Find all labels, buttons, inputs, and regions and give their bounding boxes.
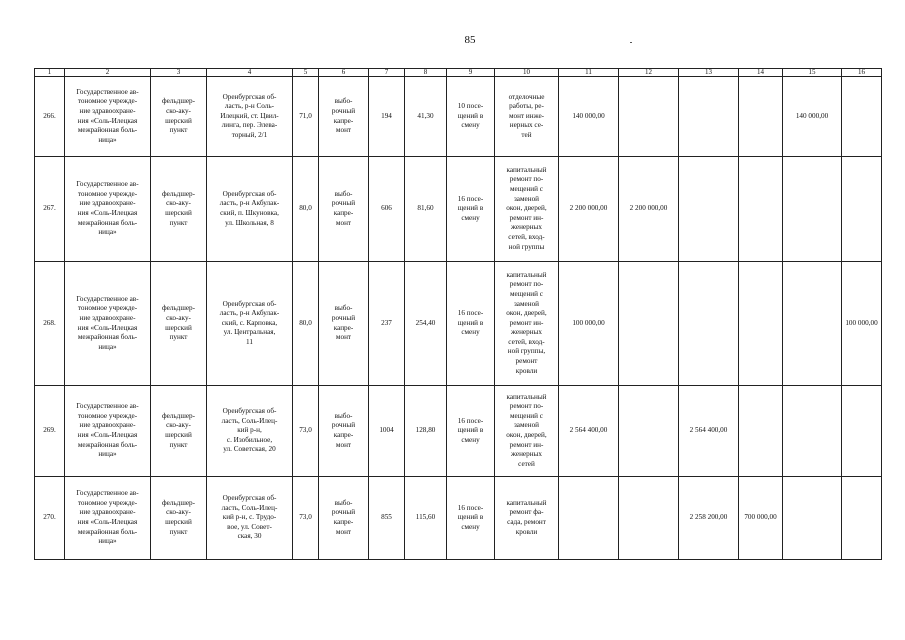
column-header: 13 bbox=[679, 69, 739, 77]
column-header: 11 bbox=[559, 69, 619, 77]
row-number: 267. bbox=[35, 157, 65, 262]
address-cell: Оренбургская об- ласть, Соль-Илец- кий р-н, с. Трудо- вое, ул. Совет- ская, 30 bbox=[207, 477, 293, 560]
amount-col-16 bbox=[842, 386, 882, 477]
amount-col-15 bbox=[783, 262, 842, 386]
amount-col-16 bbox=[842, 477, 882, 560]
amount-col-14 bbox=[739, 157, 783, 262]
amount-col-13: 2 564 400,00 bbox=[679, 386, 739, 477]
works-cell: капитальный ремонт по- мещений с заменой окон, дверей, ремонт ин- женерных сетей, вход- ной группы bbox=[495, 157, 559, 262]
amount-col-13 bbox=[679, 157, 739, 262]
facility-type-cell: фельдшер- ско-аку- шерский пункт bbox=[151, 77, 207, 157]
page-mark bbox=[630, 42, 632, 43]
amount-col-15 bbox=[783, 157, 842, 262]
amount-col-16: 100 000,00 bbox=[842, 262, 882, 386]
column-header: 14 bbox=[739, 69, 783, 77]
facility-type-cell: фельдшер- ско-аку- шерский пункт bbox=[151, 386, 207, 477]
area-cell: 80,0 bbox=[293, 157, 319, 262]
table-row bbox=[35, 262, 882, 386]
column-header: 9 bbox=[447, 69, 495, 77]
works-cell: капитальный ремонт по- мещений с заменой окон, дверей, ремонт ин- женерных сетей bbox=[495, 386, 559, 477]
works-cell: отделочные работы, ре- монт инже- нерных се- тей bbox=[495, 77, 559, 157]
works-cell: капитальный ремонт по- мещений с заменой окон, дверей, ремонт ин- женерных сетей, вход- ной группы, ремонт кровли bbox=[495, 262, 559, 386]
address-cell: Оренбургская об- ласть, р-н Акбулак- ский, с. Карповка, ул. Центральная, 11 bbox=[207, 262, 293, 386]
column-number-row bbox=[35, 69, 882, 77]
amount-col-14 bbox=[739, 386, 783, 477]
organization-cell: Государственное ав- тономное учрежде- ние здравоохране- ния «Соль-Илецкая межрайонная боль- ница» bbox=[65, 477, 151, 560]
amount-col-13: 2 258 200,00 bbox=[679, 477, 739, 560]
organization-cell: Государственное ав- тономное учрежде- ние здравоохране- ния «Соль-Илецкая межрайонная боль- ница» bbox=[65, 262, 151, 386]
column-header: 6 bbox=[319, 69, 369, 77]
column-7-cell: 606 bbox=[369, 157, 405, 262]
repair-type-cell: выбо- рочный капре- монт bbox=[319, 157, 369, 262]
capacity-cell: 16 посе- щений в смену bbox=[447, 386, 495, 477]
amount-col-11: 2 564 400,00 bbox=[559, 386, 619, 477]
amount-col-11: 2 200 000,00 bbox=[559, 157, 619, 262]
amount-col-15 bbox=[783, 386, 842, 477]
column-header: 5 bbox=[293, 69, 319, 77]
column-7-cell: 194 bbox=[369, 77, 405, 157]
area-cell: 80,0 bbox=[293, 262, 319, 386]
organization-cell: Государственное ав- тономное учрежде- ние здравоохране- ния «Соль-Илецкая межрайонная боль- ница» bbox=[65, 157, 151, 262]
column-7-cell: 237 bbox=[369, 262, 405, 386]
works-cell: капитальный ремонт фа- сада, ремонт кровли bbox=[495, 477, 559, 560]
amount-col-15: 140 000,00 bbox=[783, 77, 842, 157]
amount-col-14 bbox=[739, 262, 783, 386]
address-cell: Оренбургская об- ласть, р-н Акбулак- ский, п. Шкуновка, ул. Школьная, 8 bbox=[207, 157, 293, 262]
column-8-cell: 128,80 bbox=[405, 386, 447, 477]
table-row bbox=[35, 77, 882, 157]
row-number: 266. bbox=[35, 77, 65, 157]
column-header: 4 bbox=[207, 69, 293, 77]
facility-type-cell: фельдшер- ско-аку- шерский пункт bbox=[151, 262, 207, 386]
area-cell: 73,0 bbox=[293, 477, 319, 560]
column-header: 10 bbox=[495, 69, 559, 77]
amount-col-15 bbox=[783, 477, 842, 560]
amount-col-16 bbox=[842, 77, 882, 157]
facility-type-cell: фельдшер- ско-аку- шерский пункт bbox=[151, 157, 207, 262]
column-header: 15 bbox=[783, 69, 842, 77]
capacity-cell: 16 посе- щений в смену bbox=[447, 157, 495, 262]
facilities-table bbox=[34, 68, 882, 560]
amount-col-14 bbox=[739, 77, 783, 157]
amount-col-16 bbox=[842, 157, 882, 262]
amount-col-11: 140 000,00 bbox=[559, 77, 619, 157]
amount-col-13 bbox=[679, 262, 739, 386]
column-7-cell: 1004 bbox=[369, 386, 405, 477]
organization-cell: Государственное ав- тономное учрежде- ние здравоохране- ния «Соль-Илецкая межрайонная боль- ница» bbox=[65, 77, 151, 157]
column-header: 7 bbox=[369, 69, 405, 77]
capacity-cell: 16 посе- щений в смену bbox=[447, 262, 495, 386]
area-cell: 71,0 bbox=[293, 77, 319, 157]
capacity-cell: 16 посе- щений в смену bbox=[447, 477, 495, 560]
column-8-cell: 41,30 bbox=[405, 77, 447, 157]
column-8-cell: 115,60 bbox=[405, 477, 447, 560]
page-number: 85 bbox=[464, 34, 476, 46]
address-cell: Оренбургская об- ласть, р-н Соль- Илецкий, ст. Цвил- линга, пер. Элева- торный, 2/1 bbox=[207, 77, 293, 157]
repair-type-cell: выбо- рочный капре- монт bbox=[319, 386, 369, 477]
column-header: 16 bbox=[842, 69, 882, 77]
column-header: 3 bbox=[151, 69, 207, 77]
column-8-cell: 254,40 bbox=[405, 262, 447, 386]
column-header: 2 bbox=[65, 69, 151, 77]
amount-col-12 bbox=[619, 477, 679, 560]
repair-type-cell: выбо- рочный капре- монт bbox=[319, 262, 369, 386]
table-row bbox=[35, 157, 882, 262]
amount-col-12: 2 200 000,00 bbox=[619, 157, 679, 262]
row-number: 270. bbox=[35, 477, 65, 560]
column-7-cell: 855 bbox=[369, 477, 405, 560]
organization-cell: Государственное ав- тономное учрежде- ние здравоохране- ния «Соль-Илецкая межрайонная боль- ница» bbox=[65, 386, 151, 477]
table-row bbox=[35, 386, 882, 477]
capacity-cell: 10 посе- щений в смену bbox=[447, 77, 495, 157]
amount-col-14: 700 000,00 bbox=[739, 477, 783, 560]
area-cell: 73,0 bbox=[293, 386, 319, 477]
amount-col-12 bbox=[619, 262, 679, 386]
repair-type-cell: выбо- рочный капре- монт bbox=[319, 77, 369, 157]
table-row bbox=[35, 477, 882, 560]
amount-col-11: 100 000,00 bbox=[559, 262, 619, 386]
column-header: 1 bbox=[35, 69, 65, 77]
address-cell: Оренбургская об- ласть, Соль-Илец- кий р-н, с. Изобильное, ул. Советская, 20 bbox=[207, 386, 293, 477]
repair-type-cell: выбо- рочный капре- монт bbox=[319, 477, 369, 560]
row-number: 269. bbox=[35, 386, 65, 477]
facility-type-cell: фельдшер- ско-аку- шерский пункт bbox=[151, 477, 207, 560]
row-number: 268. bbox=[35, 262, 65, 386]
column-8-cell: 81,60 bbox=[405, 157, 447, 262]
amount-col-13 bbox=[679, 77, 739, 157]
amount-col-12 bbox=[619, 386, 679, 477]
column-header: 8 bbox=[405, 69, 447, 77]
amount-col-11 bbox=[559, 477, 619, 560]
column-header: 12 bbox=[619, 69, 679, 77]
amount-col-12 bbox=[619, 77, 679, 157]
